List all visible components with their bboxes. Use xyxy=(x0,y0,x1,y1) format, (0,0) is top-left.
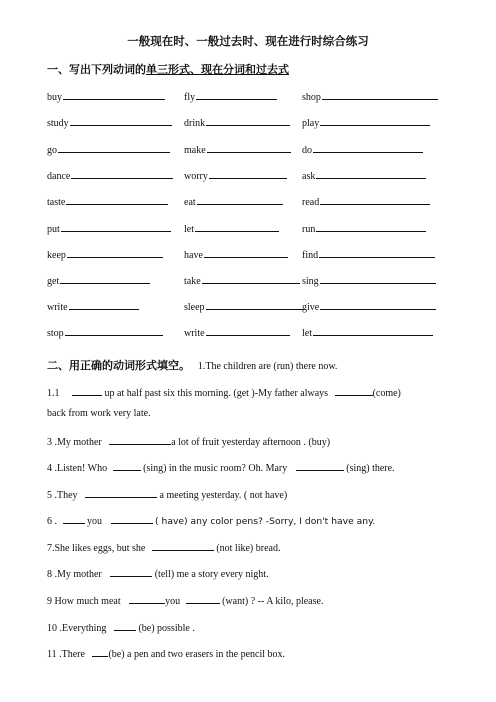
answer-blank[interactable] xyxy=(195,222,279,232)
verb-cell xyxy=(302,326,433,339)
q-text: (be) a pen and two erasers in the pencil box. xyxy=(108,649,286,660)
answer-blank[interactable] xyxy=(63,90,165,100)
q-text: a meeting yesterday. ( not have) xyxy=(159,490,288,501)
section-1-heading xyxy=(47,61,289,77)
answer-blank[interactable] xyxy=(71,169,173,179)
question-line xyxy=(47,461,395,474)
verb-word: put xyxy=(47,224,60,235)
verb-word: worry xyxy=(184,171,208,182)
verb-cell xyxy=(184,116,290,129)
verb-cell xyxy=(47,169,173,182)
answer-blank[interactable] xyxy=(296,461,344,471)
verb-word: eat xyxy=(184,197,196,208)
verb-row xyxy=(47,222,447,236)
q-text: (be) possible . xyxy=(138,623,195,634)
q-num: 1.1 xyxy=(47,388,60,399)
verb-row xyxy=(47,195,447,209)
verb-row xyxy=(47,326,447,340)
verb-word: write xyxy=(184,328,205,339)
verb-cell xyxy=(47,274,150,287)
q-text: (sing) in the music room? Oh. Mary xyxy=(143,463,288,474)
verb-cell xyxy=(184,143,291,156)
answer-blank[interactable] xyxy=(320,195,430,205)
verb-cell xyxy=(302,143,423,156)
verb-word: write xyxy=(47,302,68,313)
verb-word: drink xyxy=(184,118,206,129)
q-text: 5 .They xyxy=(47,490,78,501)
question-1: 1.The children are (run) there now. xyxy=(197,361,338,372)
verb-word: get xyxy=(47,276,60,287)
verb-cell xyxy=(47,326,163,339)
q-text: up at half past six this morning. (get )-My father always xyxy=(104,388,329,399)
answer-blank[interactable] xyxy=(320,274,436,284)
question-line xyxy=(47,594,323,607)
verb-row xyxy=(47,169,447,183)
answer-blank[interactable] xyxy=(111,514,153,524)
answer-blank[interactable] xyxy=(109,435,171,445)
q-text: 4 .Listen! Who xyxy=(47,463,108,474)
verb-cell xyxy=(184,248,288,261)
q-text: 9 How much meat xyxy=(47,596,121,607)
q-text: you xyxy=(165,596,181,607)
answer-blank[interactable] xyxy=(61,222,171,232)
page-title: 一般现在时、一般过去时、现在进行时综合练习 xyxy=(127,34,369,48)
answer-blank[interactable] xyxy=(65,326,163,336)
verb-cell xyxy=(47,90,165,103)
verb-word: play xyxy=(302,118,320,129)
q-text: 7.She likes eggs, but she xyxy=(47,543,146,554)
answer-blank[interactable] xyxy=(70,116,172,126)
section-1-underlined: 单三形式、现在分词和过去式 xyxy=(146,63,289,76)
answer-blank[interactable] xyxy=(313,143,423,153)
section-2-heading-text: 二、用正确的动词形式填空。 xyxy=(47,359,190,372)
verb-cell xyxy=(302,195,430,208)
answer-blank[interactable] xyxy=(320,116,430,126)
verb-word: buy xyxy=(47,92,62,103)
answer-blank[interactable] xyxy=(313,326,433,336)
verb-word: do xyxy=(302,145,312,156)
answer-blank[interactable] xyxy=(196,90,277,100)
answer-blank[interactable] xyxy=(335,386,373,396)
answer-blank[interactable] xyxy=(114,621,136,631)
verb-word: study xyxy=(47,118,69,129)
verb-cell xyxy=(47,300,139,313)
answer-blank[interactable] xyxy=(207,143,291,153)
q-text: 6 . xyxy=(47,516,57,527)
answer-blank[interactable] xyxy=(316,222,426,232)
answer-blank[interactable] xyxy=(92,647,108,657)
q-hint: (come) xyxy=(372,388,401,399)
answer-blank[interactable] xyxy=(85,488,157,498)
q-text: you xyxy=(87,516,102,527)
q-text: back from work very late. xyxy=(47,408,151,419)
verb-word: let xyxy=(302,328,312,339)
verb-cell xyxy=(184,300,304,313)
answer-blank[interactable] xyxy=(197,195,283,205)
section-2-heading xyxy=(47,357,337,373)
question-line xyxy=(47,621,195,634)
verb-row xyxy=(47,90,447,104)
verb-word: ask xyxy=(302,171,316,182)
question-line xyxy=(47,488,287,501)
verb-word: keep xyxy=(47,250,66,261)
answer-blank[interactable] xyxy=(129,594,165,604)
answer-blank[interactable] xyxy=(67,248,163,258)
answer-blank[interactable] xyxy=(319,248,435,258)
answer-blank[interactable] xyxy=(110,567,152,577)
verb-word: go xyxy=(47,145,57,156)
verb-word: taste xyxy=(47,197,66,208)
verb-word: find xyxy=(302,250,319,261)
verb-word: give xyxy=(302,302,320,313)
verb-word: dance xyxy=(47,171,71,182)
question-line xyxy=(47,541,280,554)
verb-cell xyxy=(184,222,279,235)
section-1-prefix: 一、写出下列动词的 xyxy=(47,63,146,76)
verb-cell xyxy=(302,116,430,129)
q-text: 11 .There xyxy=(47,649,85,660)
verb-cell xyxy=(302,222,426,235)
answer-blank[interactable] xyxy=(322,90,438,100)
verb-word: stop xyxy=(47,328,64,339)
verb-word: sing xyxy=(302,276,319,287)
verb-word: let xyxy=(184,224,194,235)
verb-word: have xyxy=(184,250,203,261)
question-line xyxy=(47,567,269,580)
answer-blank[interactable] xyxy=(320,300,436,310)
answer-blank[interactable] xyxy=(206,300,304,310)
verb-word: make xyxy=(184,145,206,156)
answer-blank[interactable] xyxy=(60,274,150,284)
question-line xyxy=(47,647,285,660)
answer-blank[interactable] xyxy=(66,195,168,205)
q-text: a lot of fruit yesterday afternoon . (buy) xyxy=(171,437,331,448)
verb-cell xyxy=(47,116,172,129)
verb-cell xyxy=(47,143,170,156)
verb-word: read xyxy=(302,197,320,208)
verb-word: sleep xyxy=(184,302,205,313)
verb-row xyxy=(47,274,447,288)
verb-row xyxy=(47,143,447,157)
answer-blank[interactable] xyxy=(209,169,287,179)
q-text: (want) ? -- A kilo, please. xyxy=(222,596,324,607)
verb-word: fly xyxy=(184,92,196,103)
verb-cell xyxy=(302,90,438,103)
answer-blank[interactable] xyxy=(204,248,288,258)
q-text: 3 .My mother xyxy=(47,437,102,448)
verb-cell xyxy=(302,274,436,287)
answer-blank[interactable] xyxy=(63,514,85,524)
q-text: 8 .My mother xyxy=(47,569,102,580)
answer-blank[interactable] xyxy=(202,274,300,284)
verb-word: run xyxy=(302,224,316,235)
verb-cell xyxy=(184,195,283,208)
answer-blank[interactable] xyxy=(72,386,102,396)
verb-cell xyxy=(302,248,435,261)
q-text: (sing) there. xyxy=(346,463,395,474)
verb-word: shop xyxy=(302,92,321,103)
verb-cell xyxy=(47,222,171,235)
question-line xyxy=(47,514,375,527)
answer-blank[interactable] xyxy=(113,461,141,471)
verb-cell xyxy=(184,274,300,287)
q-text: 10 .Everything xyxy=(47,623,107,634)
q-text: (tell) me a story every night. xyxy=(154,569,269,580)
verb-cell xyxy=(184,326,290,339)
answer-blank[interactable] xyxy=(152,541,214,551)
verb-row xyxy=(47,248,447,262)
verb-cell xyxy=(302,300,436,313)
verb-cell xyxy=(184,90,277,103)
verb-cell xyxy=(302,169,426,182)
question-line xyxy=(47,435,330,448)
verb-row xyxy=(47,300,447,314)
verb-cell xyxy=(184,169,287,182)
q-text: (not like) bread. xyxy=(216,543,281,554)
verb-cell xyxy=(47,248,163,261)
answer-blank[interactable] xyxy=(206,116,290,126)
verb-word: take xyxy=(184,276,201,287)
answer-blank[interactable] xyxy=(316,169,426,179)
question-line xyxy=(47,408,151,419)
verb-cell xyxy=(47,195,168,208)
q-text: ( have) any color pens? -Sorry, I don't have any. xyxy=(155,516,376,527)
question-line xyxy=(47,386,401,399)
verb-row xyxy=(47,116,447,130)
answer-blank[interactable] xyxy=(186,594,220,604)
answer-blank[interactable] xyxy=(69,300,139,310)
answer-blank[interactable] xyxy=(206,326,290,336)
answer-blank[interactable] xyxy=(58,143,170,153)
